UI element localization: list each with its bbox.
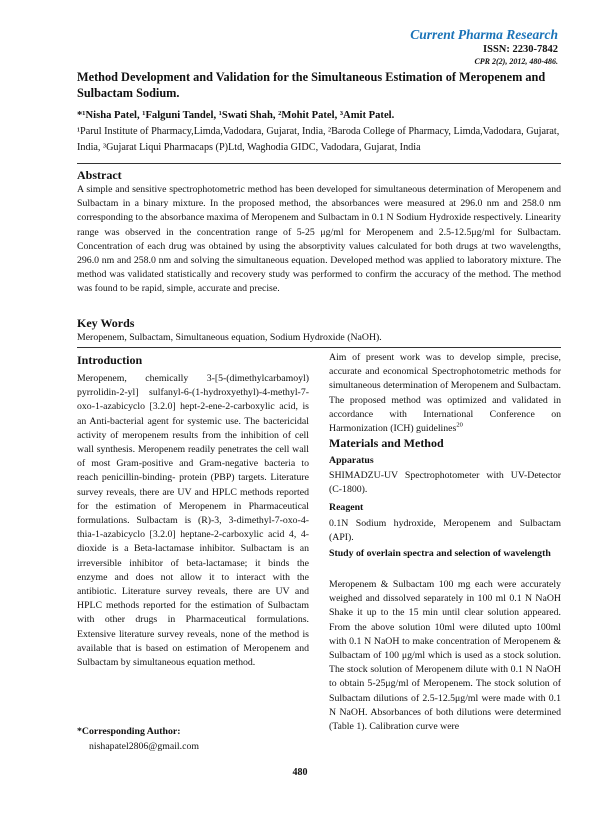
keywords-text: Meropenem, Sulbactam, Simultaneous equation, Sodium Hydroxide (NaOH). — [77, 332, 382, 343]
study-text: Meropenem & Sulbactam 100 mg each were accurately weighed and dissolved separately in 100 ml 0.1 N NaOH Shake it up to the 15 min until clear solution appeared. From the above solution 10ml were diluted upto 100ml with 0.1 N NaOH to make concentration of Meropenem & Sulbactam of 100 μg/ml which is used as a stock solution. The stock solution of Meropenem dilute with 0.1 N NaOH to obtain 5-25μg/ml of Meropenem. The stock solution of Sulbactam dilutions of 2.5-12.5μg/ml were made with 0.1 N NaOH. Absorbances of both dilutions were determined (Table 1). Calibration curve were — [329, 579, 561, 733]
aim-ref: 20 — [456, 421, 463, 429]
divider-top — [77, 163, 561, 164]
corresponding-heading: *Corresponding Author: — [77, 726, 181, 737]
paper-title: Method Development and Validation for the Simultaneous Estimation of Meropenem and Sulbactam Sodium. — [77, 70, 546, 100]
study-heading: Study of overlain spectra and selection of wavelength — [329, 548, 551, 559]
introduction-heading: Introduction — [77, 353, 143, 367]
apparatus-text: SHIMADZU-UV Spectrophotometer with UV-Detector (C-1800). — [329, 470, 561, 496]
affiliations: ¹Parul Institute of Pharmacy,Limda,Vadodara, Gujarat, India, ²Baroda College of Pharmacy, Limda,Vadodara, Gujarat, India, ³Gujarat Liqui Pharmacaps (P)Ltd, Waghodia GIDC, Vadodara, Gujarat, India — [77, 126, 560, 153]
abstract-heading: Abstract — [77, 168, 122, 182]
introduction-text: Meropenem, chemically 3-[5-(dimethylcarbamoyl) pyrrolidin-2-yl] sulfanyl-6-(1-hydroxyethyl)-4-methyl-7-oxo-1-azabicyclo [3.2.0] hept-2-ene-2-carboxylic acid, is an Anti-bacterial agent for systemic use. The bactericidal activity of meropenem results from the inhibition of cell wall synthesis. Meropenem readily penetrates the cell wall of most Gram-positive and Gram-negative bacteria to reach penicillin-binding- protein (PBP) targets. Literature survey reveals, there are UV and HPLC methods reported for the estimation of Meropenem in Pharmaceutical formulations. Sulbactam is (R)-3, 3-dimethyl-7-oxo-4-thia-1-azabicyclo [3.2.0] heptane-2-carboxylic acid 4, 4-dioxide is a Beta-lactamase inhibitor. Sulbactam is an irreversible inhibitor of beta-lactamase; it binds the enzyme and does not allow it to interact with the antibiotic. Literature survey reveals, there are UV and HPLC methods reported for the estimation of Sulbactam with other drugs in Pharmaceutical formulations. Extensive literature survey reveals, none of the method is available that is based on estimation of Meropenem and Sulbactam by simultaneous equation method. — [77, 373, 309, 669]
issn: ISSN: 2230-7842 — [483, 44, 558, 55]
page-number: 480 — [292, 767, 308, 778]
keywords-heading: Key Words — [77, 316, 135, 330]
apparatus-heading: Apparatus — [329, 455, 374, 466]
abstract-text: A simple and sensitive spectrophotometric method has been developed for simultaneous determination of Meropenem and Sulbactam in a binary mixture. In the proposed method, the absorbances were measured at 296.0 nm and 258.0 nm corresponding to the absorbance maxima of Meropenem and Sulbactam in 0.1 N Sodium Hydroxide respectively. Linearity range was observed in the concentration range of 5-25 μg/ml for Meropenem and 2.5-12.5μg/ml for Sulbactam. Concentration of each drug was obtained by using the absorptivity values calculated for both drugs at two wavelengths, 296.0 nm and 258.0 nm and solving the simultaneous equation. Developed method was applied to laboratory mixture. The method was validated statistically and recovery study was performed to confirm the accuracy of the method. The method was found to be rapid, simple, accurate and precise. — [77, 184, 561, 295]
corresponding-email[interactable]: nishapatel2806@gmail.com — [89, 741, 199, 752]
authors: *¹Nisha Patel, ¹Falguni Tandel, ¹Swati Shah, ²Mohit Patel, ³Amit Patel. — [77, 110, 395, 121]
aim-paragraph — [329, 351, 561, 436]
citation: CPR 2(2), 2012, 480-486. — [474, 57, 558, 66]
journal-name: Current Pharma Research — [410, 27, 558, 42]
aim-text: Aim of present work was to develop simple, precise, accurate and economical Spectrophotometric methods for simultaneous determination of Meropenem and Sulbactam. The proposed method was optimized and validated in accordance with International Conference on Harmonization (ICH) guidelines — [329, 352, 561, 435]
divider-bottom — [77, 347, 561, 348]
reagent-text: 0.1N Sodium hydroxide, Meropenem and Sulbactam (API). — [329, 518, 561, 544]
materials-heading: Materials and Method — [329, 436, 444, 450]
reagent-heading: Reagent — [329, 502, 364, 513]
